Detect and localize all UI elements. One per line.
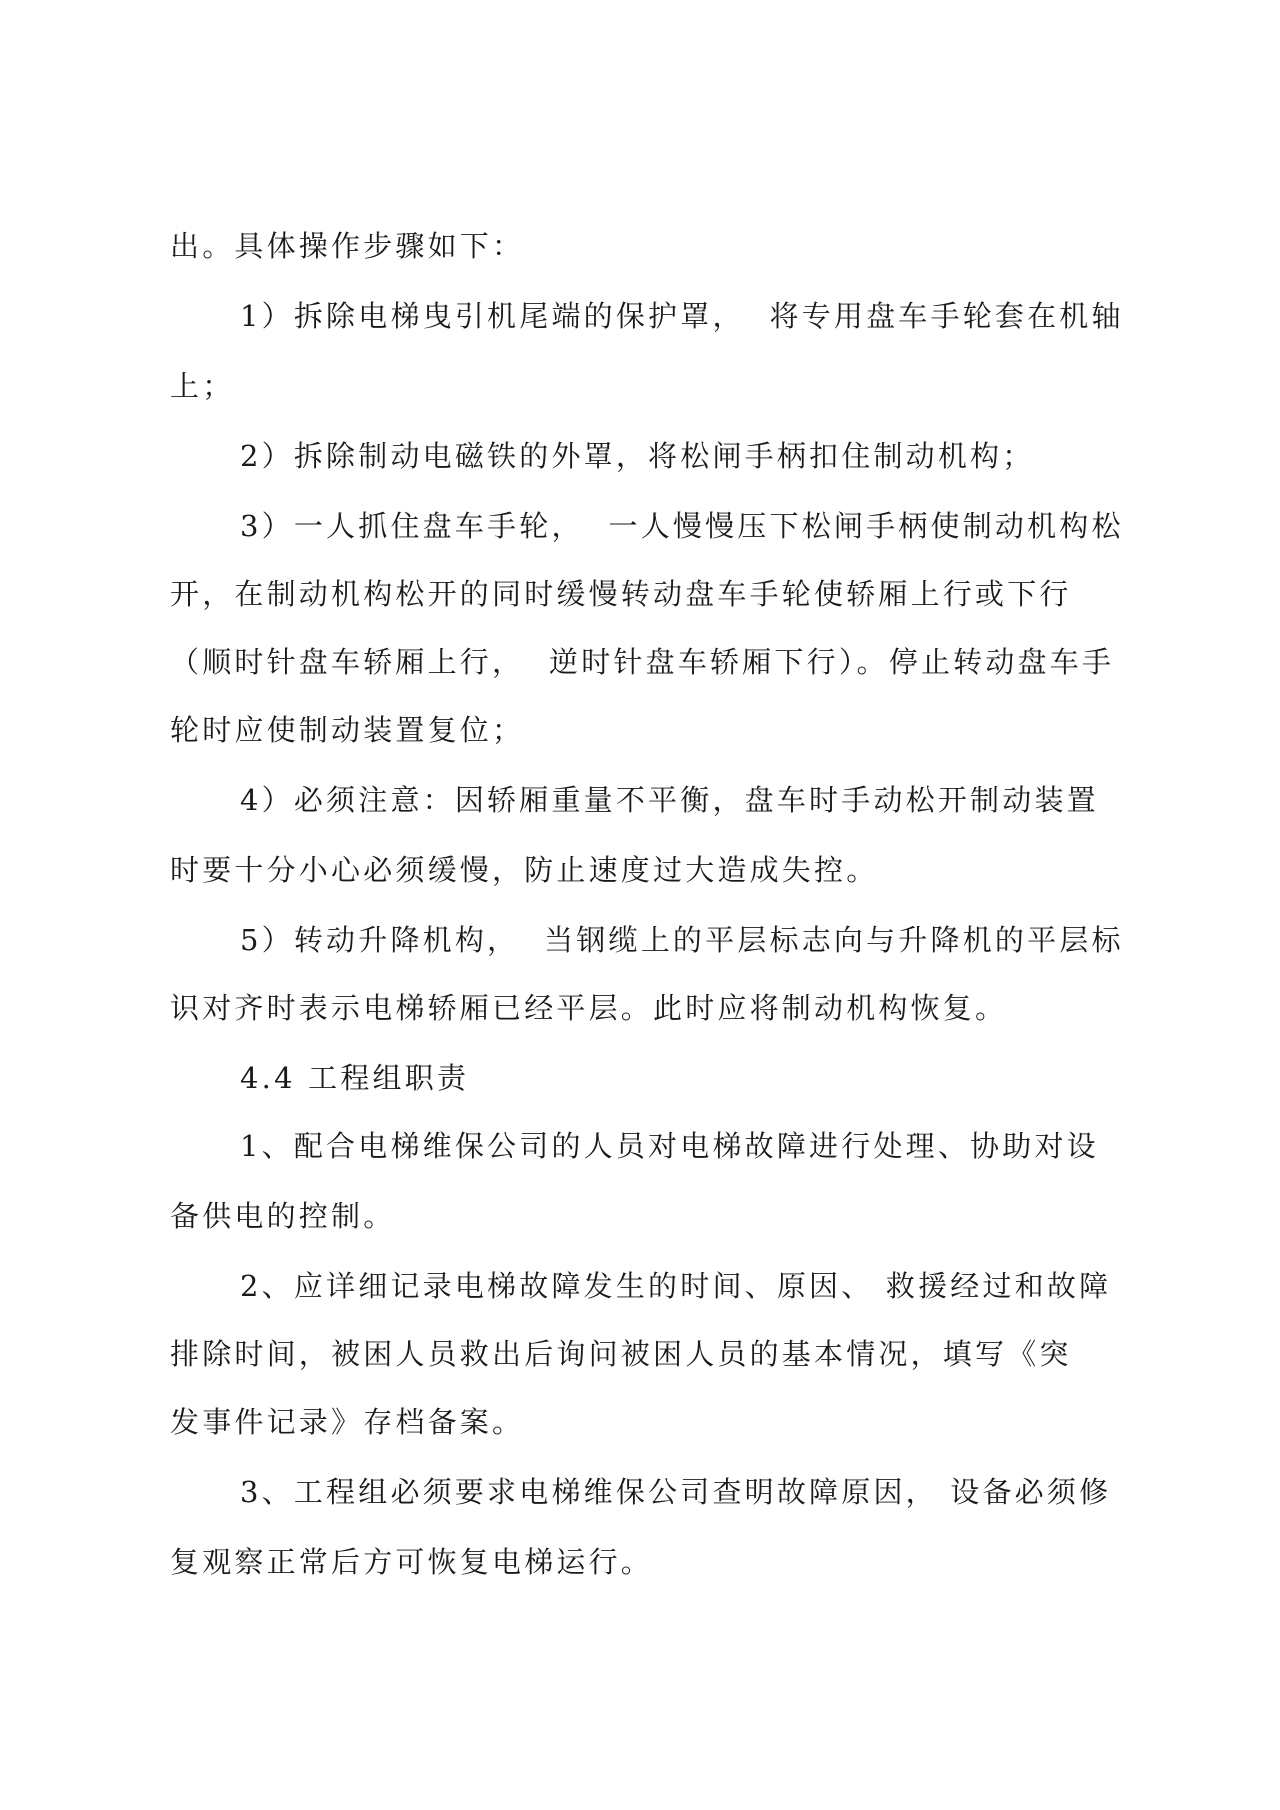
text-line: 2、应详细记录电梯故障发生的时间、原因、 救援经过和故障 [240,1269,1112,1303]
text-line: 开，在制动机构松开的同时缓慢转动盘车手轮使轿厢上行或下行 [170,577,1072,611]
text-line: 上； [170,369,235,403]
text-line: 1、配合电梯维保公司的人员对电梯故障进行处理、协助对设 [240,1129,1099,1163]
text-line: 时要十分小心必须缓慢，防止速度过大造成失控。 [170,853,879,887]
text-line: （顺时针盘车轿厢上行， 逆时针盘车轿厢下行）。停止转动盘车手 [170,645,1115,679]
text-line: 出。具体操作步骤如下： [170,229,525,263]
text-line: 3、工程组必须要求电梯维保公司查明故障原因， 设备必须修 [240,1475,1112,1509]
text-line: 排除时间，被困人员救出后询问被困人员的基本情况，填写《突 [170,1337,1072,1371]
text-line: 发事件记录》存档备案。 [170,1405,525,1439]
section-heading: 4.4 工程组职责 [240,1061,470,1095]
text-line: 复观察正常后方可恢复电梯运行。 [170,1545,654,1579]
text-line: 4）必须注意：因轿厢重量不平衡，盘车时手动松开制动装置 [240,783,1099,817]
text-line: 2）拆除制动电磁铁的外罩，将松闸手柄扣住制动机构； [240,439,1035,473]
text-line: 3）一人抓住盘车手轮， 一人慢慢压下松闸手柄使制动机构松 [240,509,1124,543]
text-line: 轮时应使制动装置复位； [170,713,525,747]
text-line: 备供电的控制。 [170,1199,396,1233]
text-line: 1）拆除电梯曳引机尾端的保护罩， 将专用盘车手轮套在机轴 [240,299,1124,333]
text-line: 5）转动升降机构， 当钢缆上的平层标志向与升降机的平层标 [240,923,1124,957]
text-line: 识对齐时表示电梯轿厢已经平层。此时应将制动机构恢复。 [170,991,1008,1025]
